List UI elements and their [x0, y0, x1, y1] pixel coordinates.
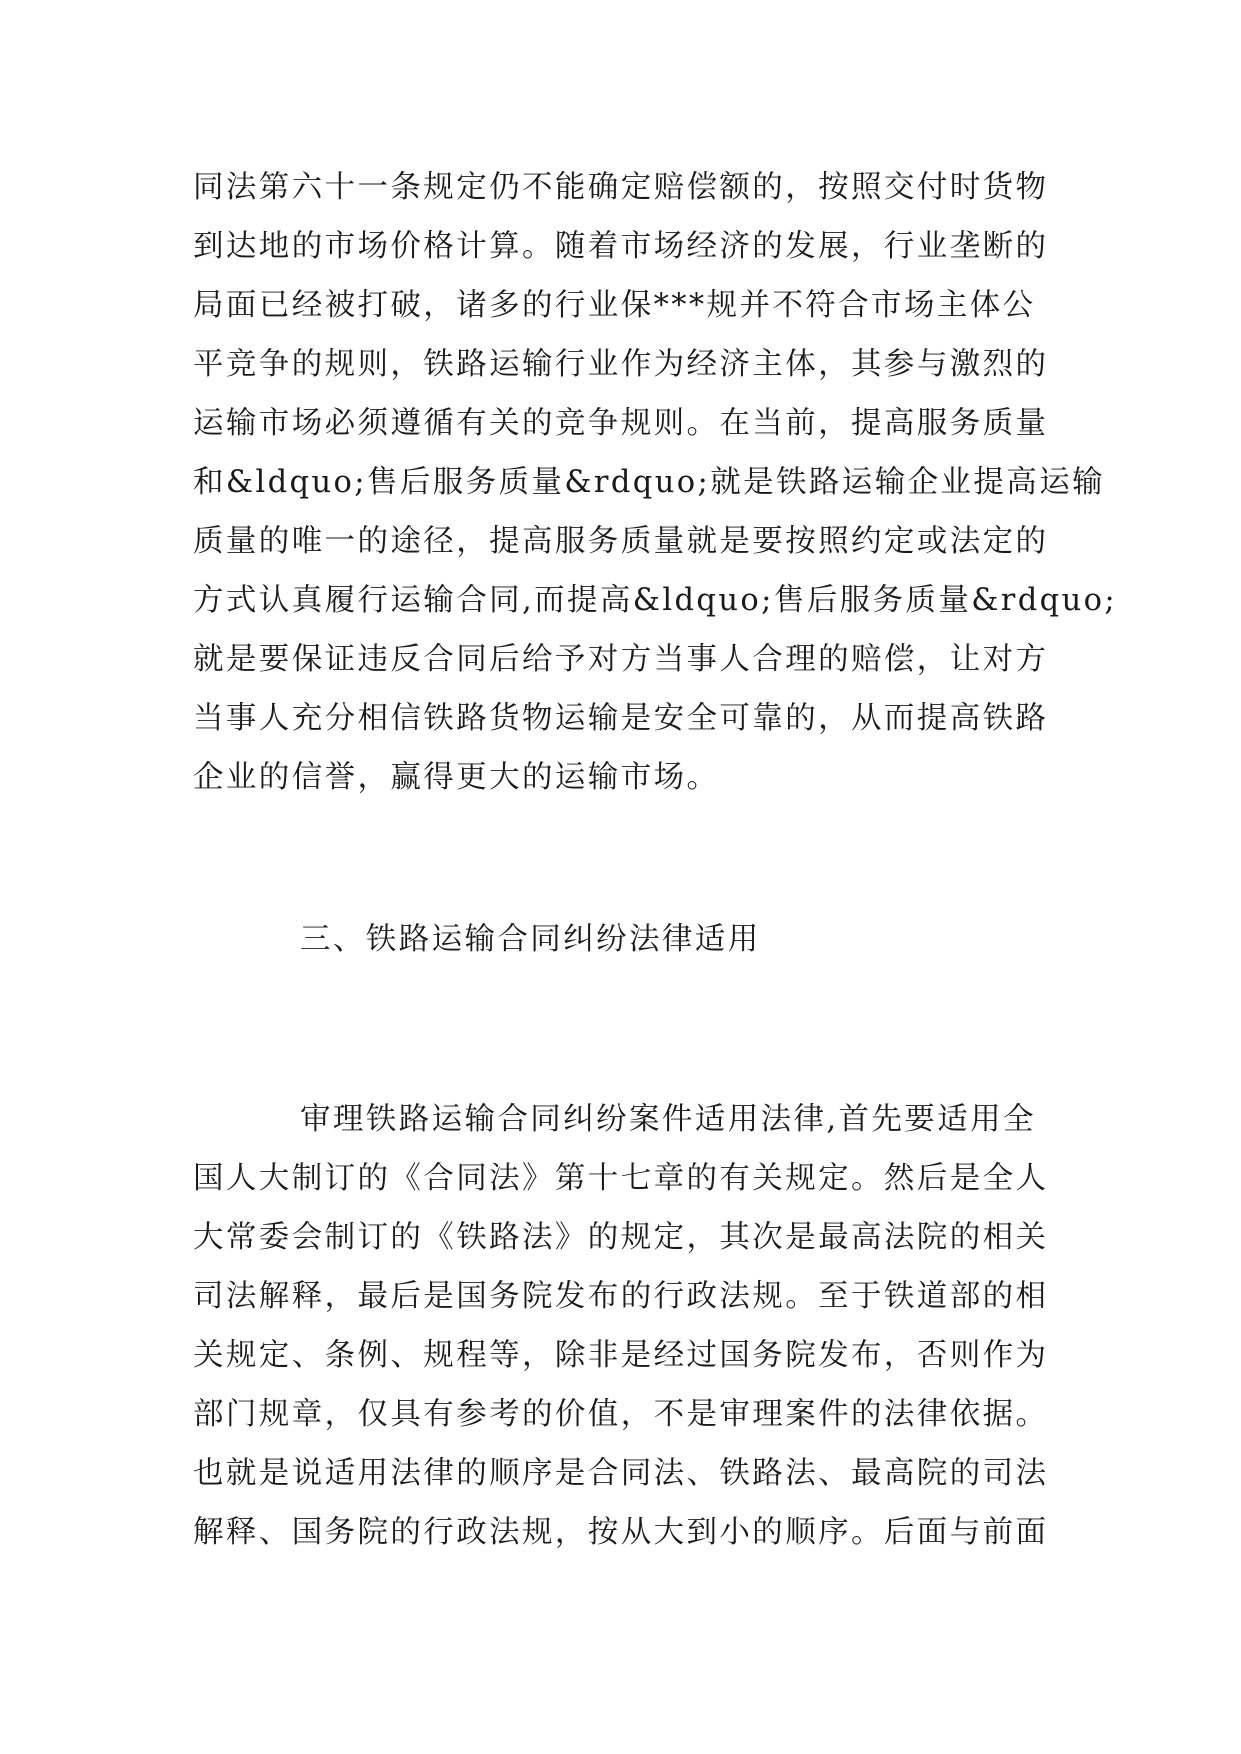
text-line: 运输市场必须遵循有关的竞争规则。在当前，提高服务质量 [193, 406, 1049, 441]
text-line: 大常委会制订的《铁路法》的规定，其次是最高法院的相关 [193, 1220, 1049, 1255]
text-line: 解释、国务院的行政法规，按从大到小的顺序。后面与前面 [193, 1515, 1049, 1550]
text-line: 关规定、条例、规程等，除非是经过国务院发布，否则作为 [193, 1338, 1049, 1373]
text-line: 和&ldquo;售后服务质量&rdquo;就是铁路运输企业提高运输 [193, 465, 1105, 500]
text-line: 司法解释，最后是国务院发布的行政法规。至于铁道部的相 [193, 1279, 1049, 1314]
text-line: 审理铁路运输合同纠纷案件适用法律,首先要适用全 [300, 1102, 1036, 1137]
text-line: 质量的唯一的途径，提高服务质量就是要按照约定或法定的 [193, 524, 1049, 559]
text-line: 也就是说适用法律的顺序是合同法、铁路法、最高院的司法 [193, 1456, 1049, 1491]
text-line: 局面已经被打破，诸多的行业保***规并不符合市场主体公 [193, 288, 1036, 323]
text-line: 企业的信誉，赢得更大的运输市场。 [193, 760, 720, 795]
text-line: 方式认真履行运输合同,而提高&ldquo;售后服务质量&rdquo; [193, 583, 1118, 618]
text-line: 平竞争的规则，铁路运输行业作为经济主体，其参与激烈的 [193, 347, 1049, 382]
text-line: 国人大制订的《合同法》第十七章的有关规定。然后是全人 [193, 1161, 1049, 1196]
text-line: 部门规章，仅具有参考的价值，不是审理案件的法律依据。 [193, 1397, 1049, 1432]
section-heading: 三、铁路运输合同纠纷法律适用 [300, 922, 761, 957]
text-line: 同法第六十一条规定仍不能确定赔偿额的，按照交付时货物 [193, 170, 1049, 205]
text-line: 当事人充分相信铁路货物运输是安全可靠的，从而提高铁路 [193, 701, 1049, 736]
text-line: 就是要保证违反合同后给予对方当事人合理的赔偿，让对方 [193, 642, 1049, 677]
text-line: 到达地的市场价格计算。随着市场经济的发展，行业垄断的 [193, 229, 1049, 264]
